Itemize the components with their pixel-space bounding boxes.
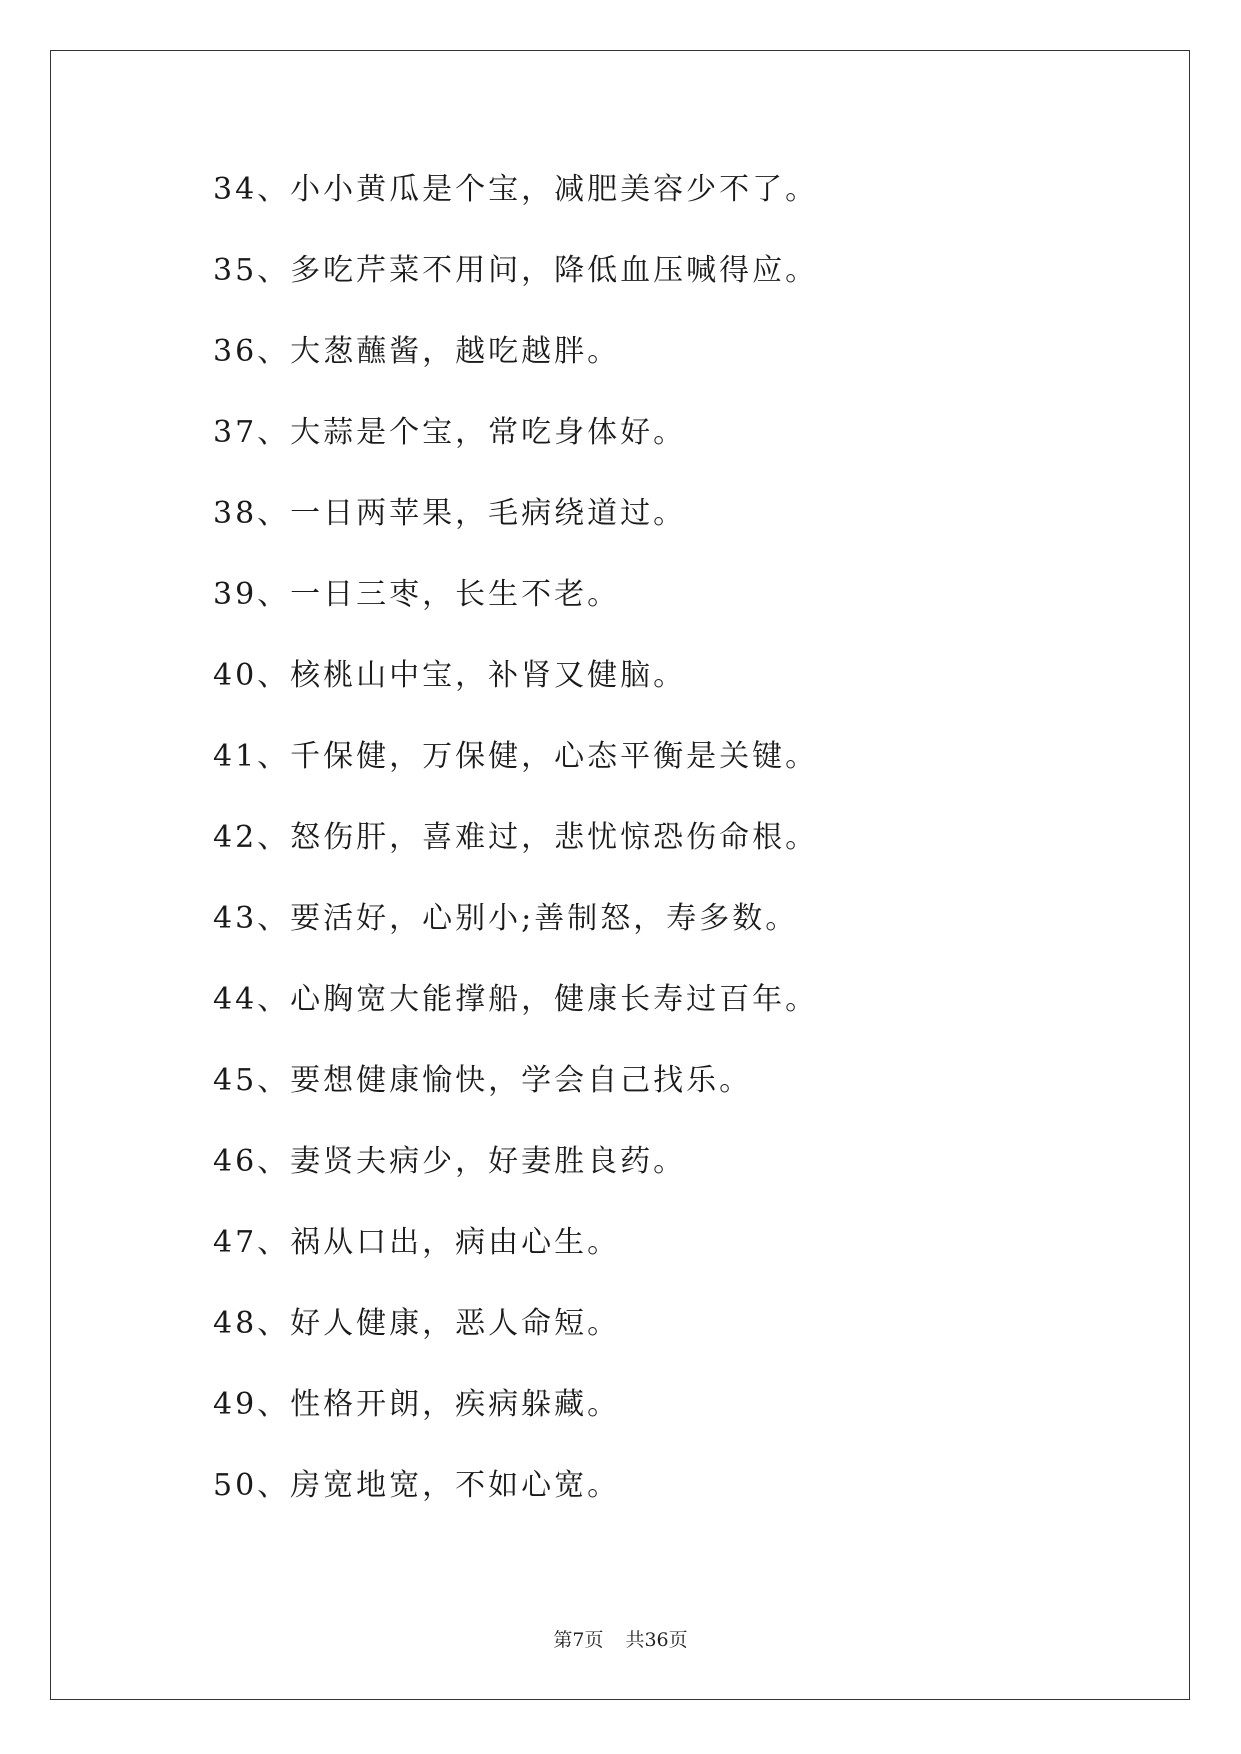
list-item: 43、要活好，心别小;善制怒，寿多数。 bbox=[213, 901, 799, 936]
list-item: 41、千保健，万保健，心态平衡是关键。 bbox=[213, 739, 819, 774]
list-item: 50、房宽地宽，不如心宽。 bbox=[213, 1468, 621, 1503]
list-item: 49、性格开朗，疾病躲藏。 bbox=[213, 1387, 621, 1422]
page-footer bbox=[0, 1628, 1241, 1652]
list-item: 39、一日三枣，长生不老。 bbox=[213, 577, 621, 612]
list-item: 44、心胸宽大能撑船，健康长寿过百年。 bbox=[213, 982, 819, 1017]
list-item: 37、大蒜是个宝，常吃身体好。 bbox=[213, 415, 687, 450]
list-item: 38、一日两苹果，毛病绕道过。 bbox=[213, 496, 687, 531]
list-item: 48、好人健康，恶人命短。 bbox=[213, 1306, 621, 1341]
list-item: 34、小小黄瓜是个宝，减肥美容少不了。 bbox=[213, 172, 819, 207]
total-page-count: 共36页 bbox=[625, 1629, 688, 1651]
list-item: 36、大葱蘸酱，越吃越胖。 bbox=[213, 334, 621, 369]
current-page-number: 第7页 bbox=[553, 1629, 604, 1651]
list-item: 42、怒伤肝，喜难过，悲忧惊恐伤命根。 bbox=[213, 820, 819, 855]
list-item: 35、多吃芹菜不用问，降低血压喊得应。 bbox=[213, 253, 819, 288]
proverb-list bbox=[213, 170, 818, 1547]
list-item: 47、祸从口出，病由心生。 bbox=[213, 1225, 621, 1260]
list-item: 46、妻贤夫病少，好妻胜良药。 bbox=[213, 1144, 687, 1179]
list-item: 40、核桃山中宝，补肾又健脑。 bbox=[213, 658, 687, 693]
list-item: 45、要想健康愉快，学会自己找乐。 bbox=[213, 1063, 753, 1098]
